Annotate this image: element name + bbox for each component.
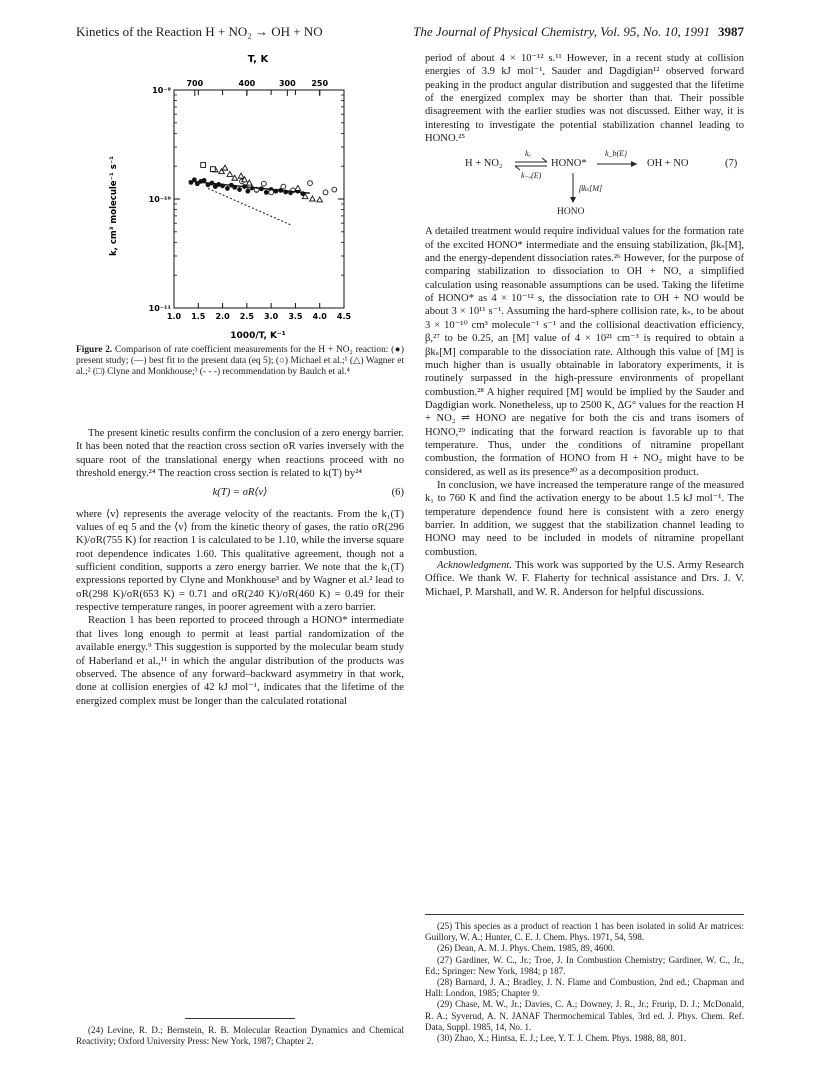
left-paragraph-1: The present kinetic results confirm the conclusion of a zero energy barrier. It has been noted that the reaction cross section σR varies inversely with the square root of the translational energy when reactions proceed with no threshold energy.²⁴ The reaction cross section is related to k(T) by²⁴ xyxy=(76,428,404,480)
x-tick-label: 1.5 xyxy=(191,312,206,321)
scheme-stabilization-rate: βkₛ[M] xyxy=(579,184,603,194)
figure-caption xyxy=(76,345,404,379)
header-title: Kinetics of the Reaction H + NO₂ → OH + NO xyxy=(76,24,323,39)
right-column xyxy=(425,52,744,599)
footnote-29: (29) Chase, M. W., Jr.; Davies, C. A.; Downey, J. R., Jr.; Frurip, D. J.; McDonald, R. A.; Syverud, A. N. JANAF Thermochemical Tables, 3rd ed. J. Phys. Chem. Ref. Data, Suppl. 1985, 14, No. 1. xyxy=(425,999,744,1032)
x-axis-label: 1000/T, K⁻¹ xyxy=(230,331,286,341)
right-paragraph-2: A detailed treatment would require individual values for the formation rate of the excited HONO* intermediate and the ensuing stabilization, βkₛ[M], and the energy-dependent dissociation rates.²⁶ However, for the purpose of comparing stabilization to dissociation to OH + NO, a simplified calculation using reasonable assumptions can be used. Taking the lifetime of HONO* as 4 × 10⁻¹² s, the dissociation rate to OH + NO would be about 3 × 10¹¹ s⁻¹. Assuming the hard-sphere collision rate, kₛ, to be about 3 × 10⁻¹⁰ cm³ molecule⁻¹ s⁻¹ and the collisional deactivation efficiency, β,²⁷ to be 0.25, an [M] value of 4 × 10²¹ cm⁻³ is required to obtain a βkₛ[M] comparable to the dissociation rate. Although this value of [M] is much higher than is usually obtainable in laboratory experiments, it is routinely surpassed in the high-pressure environments of propellant combustion.²⁸ A higher required [M] would be implied by the Sauder and Dagdigian work. Nonetheless, up to 2500 K, ΔG° values for the reaction H + NO₂ ⇌ HONO are negative for both the cis and trans isomers of HONO,²⁹ indicating that the forward reaction is favorable up to that temperature. Thus, under the conditions of nitramine propellant combustion, the formation of HONO from H + NO₂ might have to be considered, as well as its presence³⁰ as a decomposition product. xyxy=(425,226,744,478)
michael-point xyxy=(308,181,313,186)
footnote-28: (28) Barnard, J. A.; Bradley, J. N. Flame and Combustion, 2nd ed.; Chapman and Hall: London, 1985; Chapter 9. xyxy=(425,977,744,999)
footnote-25: (25) This species as a product of reaction 1 has been isolated in solid Ar matrices: Guillory, W. A.; Hunter, C. E. J. Chem. Phys. 1971, 54, 598. xyxy=(425,921,744,943)
wagner-point xyxy=(222,165,228,170)
scheme-products: OH + NO xyxy=(647,158,689,170)
x-tick-label: 3.5 xyxy=(288,312,303,321)
top-tick-label: 400 xyxy=(238,79,256,88)
scheme-equation-number: (7) xyxy=(725,158,738,170)
equation-6 xyxy=(76,486,404,499)
top-tick-label: 700 xyxy=(186,79,204,88)
scheme-reactants: H + NO₂ xyxy=(465,158,503,170)
top-axis-label: T, K xyxy=(247,54,269,65)
acknowledgment-label: Acknowledgment. xyxy=(437,560,513,571)
wagner-point xyxy=(238,173,244,178)
right-footnotes xyxy=(425,908,744,1044)
michael-point xyxy=(323,190,328,195)
left-column xyxy=(76,427,404,708)
michael-point xyxy=(281,184,286,189)
present-study-point xyxy=(225,186,230,191)
left-paragraph-2: where ⟨v⟩ represents the average velocity of the reactants. From the k₁(T) values of eq 5 and the ⟨v⟩ from the kinetic theory of gases, the ratio σR(296 K)/σR(755 K) for reaction 1 is calculated to be 1.10, while the inverse square root dependence indicates 1.60. This qualitative agreement, though not a sufficient condition, supports a zero energy barrier. We note that the k₁(T) expressions reported by Clyne and Monkhouse³ and by Wagner et al.² lead to σR(298 K)/σR(653 K) = 0.71 and σR(240 K)/σR(460 K) = 0.49 for their respective temperature ranges, in poorer agreement with a zero barrier. xyxy=(76,508,404,614)
page-number: 3987 xyxy=(718,24,744,39)
left-footnotes xyxy=(76,1012,404,1047)
footnote-rule xyxy=(185,1018,295,1019)
x-tick-label: 4.0 xyxy=(312,312,327,321)
x-tick-label: 3.0 xyxy=(264,312,279,321)
present-study-point xyxy=(245,189,250,194)
caption-label: Figure 2. xyxy=(76,345,113,355)
acknowledgment xyxy=(425,559,744,599)
rate-coefficient-chart xyxy=(76,50,404,342)
scheme-k-minus-a: k₋ₐ(E) xyxy=(521,171,542,181)
footnote-30: (30) Zhao, X.; Hintsa, E. J.; Lee, Y. T. J. Chem. Phys. 1988, 88, 801. xyxy=(437,1033,687,1044)
present-study-point xyxy=(237,187,242,192)
left-paragraph-3: Reaction 1 has been reported to proceed through a HONO* intermediate that lives long enough to permit at least partial randomization of the available energy.⁹ This suggestion is supported by the molecular beam study of Haberland et al.,¹¹ in which the angular distribution of the products was observed. The absence of any forward–backward asymmetry in that work, done at collision energies of 42 kJ mol⁻¹, indicates that the lifetime of the energized complex must be longer than the calculated rotational xyxy=(76,615,404,707)
right-paragraph-3: In conclusion, we have increased the temperature range of the measured k₁ to 760 K and find the activation energy to be about 1.5 kJ mol⁻¹. The temperature dependence found here is consistent with a zero energy barrier. In addition, we suggest that the stabilization channel leading to HONO may need to be included in models of nitramine propellant combustion. xyxy=(425,479,744,558)
footnote-24: (24) Levine, R. D.; Bernstein, R. B. Molecular Reaction Dynamics and Chemical Reactivity; Oxford University Press: New York, 1987; Chapter 2. xyxy=(76,1025,404,1047)
present-study-point xyxy=(264,190,269,195)
michael-point xyxy=(269,190,274,195)
y-axis-label: k, cm³ molecule⁻¹ s⁻¹ xyxy=(109,156,119,256)
wagner-point xyxy=(317,197,323,202)
x-tick-label: 1.0 xyxy=(166,312,182,321)
top-tick-label: 250 xyxy=(311,79,329,88)
x-tick-label: 2.5 xyxy=(239,312,254,321)
top-tick-label: 300 xyxy=(278,79,296,88)
clyne-point xyxy=(210,167,215,172)
right-footnote-rule xyxy=(425,914,744,915)
y-tick-label: 10⁻¹¹ xyxy=(148,304,171,313)
scheme-kb: k_b(E) xyxy=(605,149,627,159)
reaction-scheme-7 xyxy=(425,149,744,221)
footnote-27: (27) Gardiner, W. C., Jr.; Troe, J. In Combustion Chemistry; Gardiner, W. C., Jr., Ed.; Springer: New York, 1984; p 187. xyxy=(425,954,744,976)
wagner-point xyxy=(246,180,252,185)
journal-citation: The Journal of Physical Chemistry, Vol. 95, No. 10, 1991 xyxy=(413,24,710,39)
figure-2 xyxy=(76,50,404,342)
equation-6-number: (6) xyxy=(391,487,404,499)
clyne-point xyxy=(201,163,206,168)
right-paragraph-1: period of about 4 × 10⁻¹² s.¹¹ However, in a recent study at collision energies of 3.9 kJ mol⁻¹, Sauder and Dagdigian¹² observed forward peaking in the product angular distribution and suggested that the lifetime of the energized complex may be shorter than that. Their possible disagreement with the earlier studies was not discussed. Either way, it is interesting to investigate the potential stabilization channel leading to HONO.²⁵ xyxy=(425,53,744,145)
equation-6-body: k(T) = σR⟨v⟩ xyxy=(212,487,268,499)
y-tick-label: 10⁻⁹ xyxy=(152,86,171,95)
y-tick-label: 10⁻¹⁰ xyxy=(148,195,171,204)
acknowledgment-text: This work was supported by the U.S. Army Research Office. We thank W. F. Flaherty for technical assistance and Drs. J. V. Michael, P. Marshall, and W. R. Anderson for helpful discussions. xyxy=(425,560,744,598)
footnote-26: (26) Dean, A. M. J. Phys. Chem. 1985, 89, 4600. xyxy=(437,943,615,954)
michael-point xyxy=(332,187,337,192)
scheme-ka: kₐ xyxy=(525,149,531,159)
caption-text: Comparison of rate coefficient measurements for the H + NO₂ reaction: (●) present study; (—) best fit to the present data (eq 5); (○) Michael et al.;¹ (△) Wagner et al.;² (□) Clyne and Monkhouse;³ (- - -) recommendation by Baulch et al.⁴ xyxy=(76,345,405,378)
wagner-point xyxy=(227,171,233,176)
x-tick-label: 2.0 xyxy=(215,312,230,321)
header-journal xyxy=(413,24,744,40)
wagner-point xyxy=(295,185,301,190)
michael-point xyxy=(261,181,266,186)
scheme-intermediate: HONO* xyxy=(551,158,587,170)
scheme-stabilized-product: HONO xyxy=(557,207,585,218)
wagner-point xyxy=(310,196,316,201)
x-tick-label: 4.5 xyxy=(336,312,352,321)
running-header xyxy=(76,24,744,44)
baulch-recommendation-line xyxy=(208,188,291,224)
